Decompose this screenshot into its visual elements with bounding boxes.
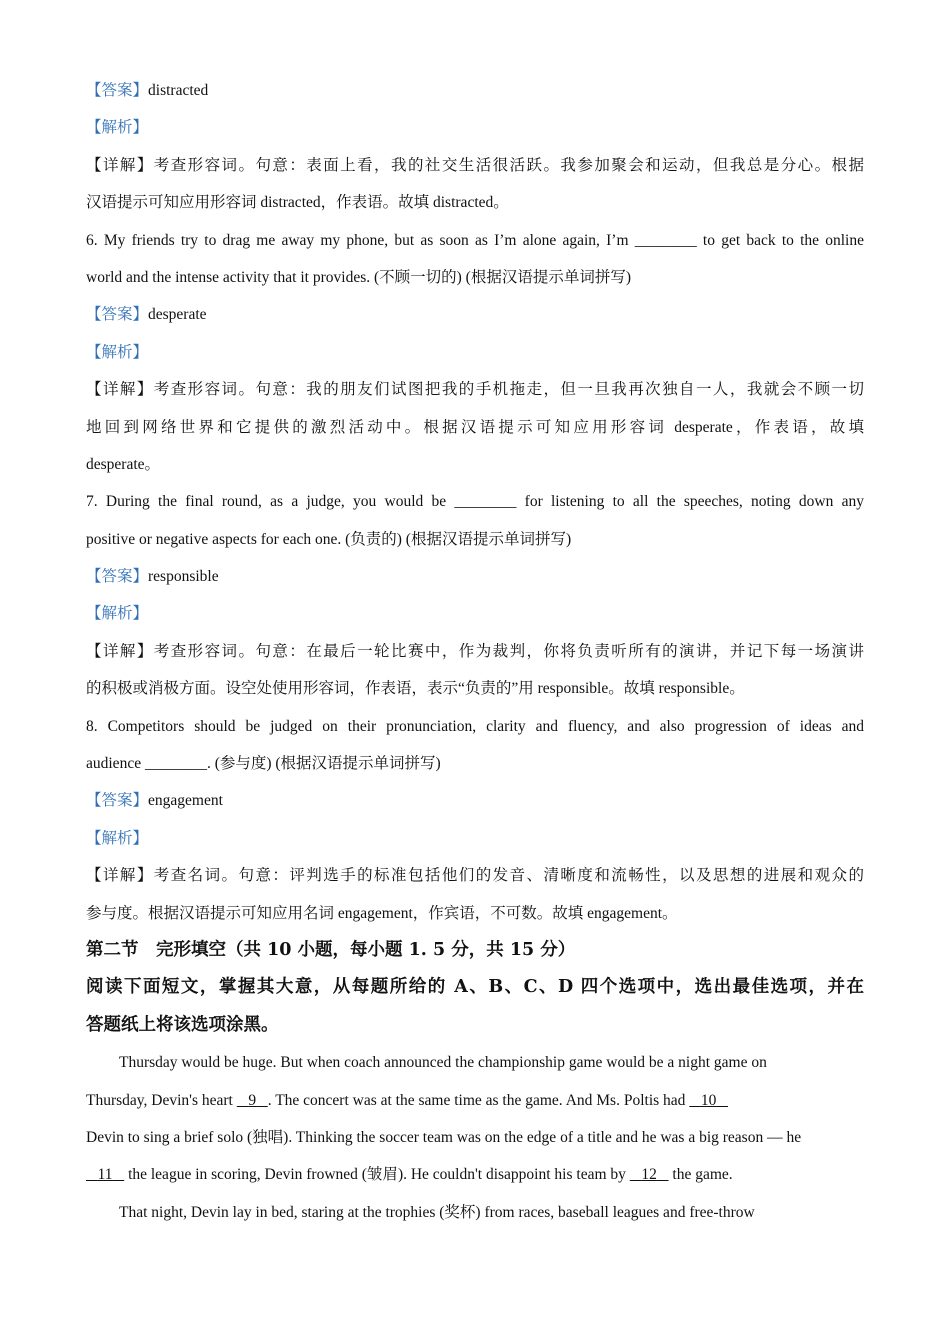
- q7-question-line-1: 7. During the final round, as a judge, you would be ________ for listening to all the speeches, noting down any: [86, 493, 864, 511]
- passage-text: . The concert was at the same time as the game. And Ms. Poltis had: [267, 1091, 690, 1109]
- q8-question-line-1: 8. Competitors should be judged on their pronunciation, clarity and fluency, and also progression of ideas and: [86, 717, 864, 735]
- q6-answer: desperate: [148, 306, 207, 324]
- passage-text: the game.: [668, 1166, 733, 1184]
- q7-analysis-line: [86, 595, 864, 632]
- document-page: [86, 72, 864, 1231]
- answer-tag: 【答案】: [86, 306, 149, 324]
- passage-p1-line-2: [86, 1082, 864, 1119]
- q8-question-line-2: audience ________. (参与度) (根据汉语提示单词拼写): [86, 755, 441, 773]
- section-heading: 第二节 完形填空（共 10 小题，每小题 1. 5 分，共 15 分）: [86, 939, 576, 960]
- q8-analysis-line: [86, 820, 864, 857]
- q6-detail-text-1: 考查形容词。句意：我的朋友们试图把我的手机拖走，但一旦我再次独自一人，我就会不顾一切: [153, 381, 864, 399]
- blank-number: 11: [97, 1166, 113, 1184]
- q7-answer-line: [86, 558, 864, 595]
- analysis-tag: 【解析】: [86, 343, 149, 361]
- q8-answer: engagement: [148, 792, 223, 810]
- blank-10: [689, 1092, 728, 1109]
- q5-detail-line-1: [86, 147, 864, 184]
- answer-tag: 【答案】: [86, 82, 149, 99]
- blank-12: [630, 1166, 669, 1183]
- blank-number: 10: [700, 1091, 717, 1109]
- q8-detail-text-1: 考查名词。句意：评判选手的标准包括他们的发音、清晰度和流畅性，以及思想的进展和观众的: [153, 867, 864, 885]
- analysis-tag: 【解析】: [86, 605, 149, 623]
- q6-answer-line: [86, 296, 864, 333]
- detail-tag: 【详解】: [86, 156, 154, 174]
- q6-detail-line-2: 地回到网络世界和它提供的激烈活动中。根据汉语提示可知应用形容词 desperate，作表语，故填: [86, 418, 864, 436]
- analysis-tag: 【解析】: [86, 829, 149, 847]
- q8-answer-line: [86, 782, 864, 819]
- q7-answer: responsible: [148, 568, 219, 586]
- q7-question-line-2: positive or negative aspects for each one. (负责的) (根据汉语提示单词拼写): [86, 530, 572, 548]
- q6-detail-line-1: [86, 371, 864, 408]
- q7-detail-text-1: 考查形容词。句意：在最后一轮比赛中，作为裁判，你将负责听所有的演讲，并记下每一场演讲: [153, 642, 864, 660]
- answer-tag: 【答案】: [86, 792, 149, 810]
- section-instructions-line-2: 答题纸上将该选项涂黑。: [86, 1014, 279, 1035]
- q5-answer-line: [86, 72, 864, 109]
- q6-detail-line-3: desperate。: [86, 455, 161, 473]
- q5-detail-line-2: 汉语提示可知应用形容词 distracted，作表语。故填 distracted。: [86, 194, 509, 212]
- passage-p1-line-4: [86, 1156, 864, 1193]
- answer-tag: 【答案】: [86, 568, 149, 586]
- passage-p1-line-1: Thursday would be huge. But when coach announced the championship game would be a night game on: [119, 1054, 767, 1072]
- analysis-tag: 【解析】: [86, 119, 149, 137]
- blank-number: 9: [248, 1091, 257, 1109]
- detail-tag: 【详解】: [86, 867, 154, 885]
- section-instructions-line-1: 阅读下面短文，掌握其大意，从每题所给的 A、B、C、D 四个选项中，选出最佳选项，并在: [86, 977, 864, 998]
- passage-p1-line-3: Devin to sing a brief solo (独唱). Thinking the soccer team was on the edge of a title and he was a big reason — he: [86, 1128, 802, 1146]
- q6-question-line-1: 6. My friends try to drag me away my phone, but as soon as I’m alone again, I’m ________ to get back to the online: [86, 231, 864, 249]
- blank-number: 12: [641, 1166, 657, 1184]
- q5-analysis-line: [86, 109, 864, 146]
- passage-p2-line-1: That night, Devin lay in bed, staring at the trophies (奖杯) from races, baseball leagues and free-throw: [119, 1203, 755, 1221]
- q8-detail-line-2: 参与度。根据汉语提示可知应用名词 engagement，作宾语，不可数。故填 engagement。: [86, 904, 678, 922]
- blank-9: [237, 1092, 268, 1109]
- q7-detail-line-2: 的积极或消极方面。设空处使用形容词，作表语，表示“负责的”用 responsible。故填 responsible。: [86, 680, 745, 698]
- q6-question-line-2: world and the intense activity that it provides. (不顾一切的) (根据汉语提示单词拼写): [86, 268, 631, 286]
- q7-detail-line-1: [86, 633, 864, 670]
- q6-analysis-line: [86, 334, 864, 371]
- q8-detail-line-1: [86, 857, 864, 894]
- passage-text: Thursday, Devin's heart: [86, 1091, 237, 1109]
- detail-tag: 【详解】: [86, 381, 154, 399]
- q5-detail-text-1: 考查形容词。句意：表面上看，我的社交生活很活跃。我参加聚会和运动，但我总是分心。根据: [153, 156, 864, 174]
- q5-answer: distracted: [148, 82, 209, 99]
- detail-tag: 【详解】: [86, 642, 154, 660]
- blank-11: [86, 1166, 124, 1183]
- passage-text: the league in scoring, Devin frowned (皱眉). He couldn't disappoint his team by: [124, 1166, 630, 1184]
